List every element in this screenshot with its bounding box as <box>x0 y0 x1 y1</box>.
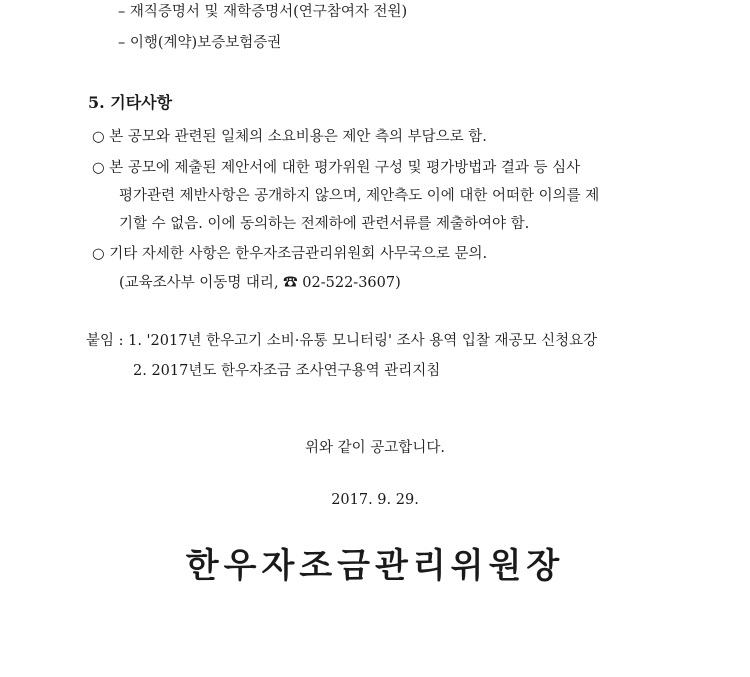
bullet-line: ○ 본 공모와 관련된 일체의 소요비용은 제안 측의 부담으로 함. <box>92 129 487 145</box>
contact-line: (교육조사부 이동명 대리, ☎ 02-522-3607) <box>119 275 401 291</box>
bullet-line: ○ 기타 자세한 사항은 한우자조금관리위원회 사무국으로 문의. <box>92 246 488 262</box>
notice-text: 위와 같이 공고합니다. <box>305 440 445 456</box>
bullet-continuation: 평가관련 제반사항은 공개하지 않으며, 제안측도 이에 대한 어떠한 이의를 제 <box>119 188 600 204</box>
issue-date: 2017. 9. 29. <box>331 492 419 508</box>
bullet-continuation: 기할 수 없음. 이에 동의하는 전제하에 관련서류를 제출하여야 함. <box>119 216 530 232</box>
attachment-line: 2. 2017년도 한우자조금 조사연구용역 관리지침 <box>133 363 441 379</box>
section-heading: 5. 기타사항 <box>88 93 173 112</box>
required-doc-item: – 재직증명서 및 재학증명서(연구참여자 전원) <box>118 4 408 20</box>
bullet-line: ○ 본 공모에 제출된 제안서에 대한 평가위원 구성 및 평가방법과 결과 등 심사 <box>92 160 581 176</box>
signature-title: 한우자조금관리위원장 <box>185 546 565 586</box>
attachment-line: 붙임 : 1. '2017년 한우고기 소비·유통 모니터링' 조사 용역 입찰 재공모 신청요강 <box>86 333 598 349</box>
required-doc-item: – 이행(계약)보증보험증권 <box>118 35 282 51</box>
